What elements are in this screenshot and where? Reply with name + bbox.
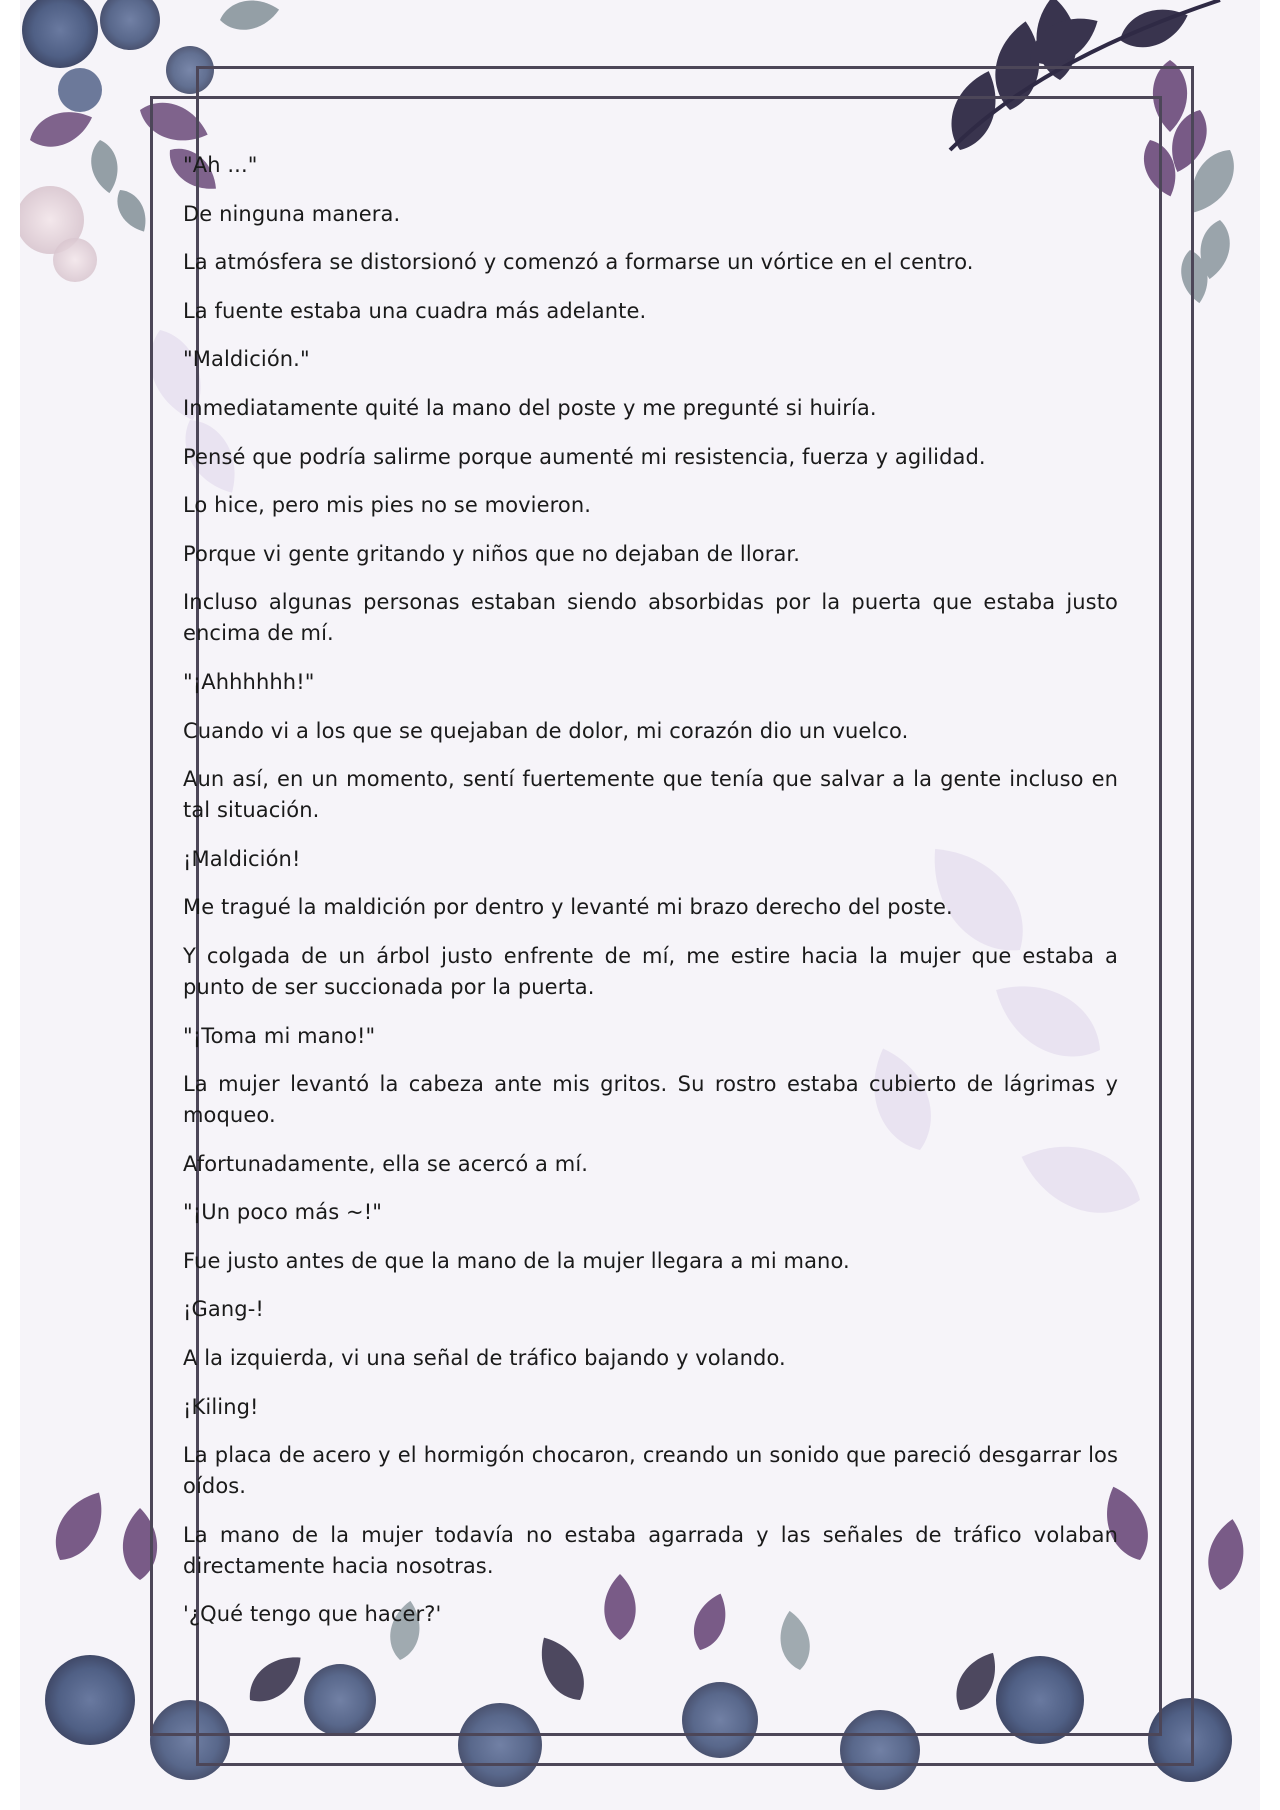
paragraph: Me tragué la maldición por dentro y levanté mi brazo derecho del poste. xyxy=(183,895,953,920)
paragraph: ¡Gang-! xyxy=(183,1297,264,1322)
paragraph: Inmediatamente quité la mano del poste y me pregunté si huiría. xyxy=(183,395,877,420)
paragraph: Y colgada de un árbol justo enfrente de mí, me estire hacia la mujer que estaba a punto de ser succionada por la puerta. xyxy=(183,943,1118,999)
paragraph: La mujer levantó la cabeza ante mis gritos. Su rostro estaba cubierto de lágrimas y moqueo. xyxy=(183,1072,1118,1128)
paragraph: La fuente estaba una cuadra más adelante. xyxy=(183,298,647,323)
paragraph: La placa de acero y el hormigón chocaron, creando un sonido que pareció desgarrar los oídos. xyxy=(183,1443,1118,1499)
paragraph: La mano de la mujer todavía no estaba agarrada y las señales de tráfico volaban directamente hacia nosotras. xyxy=(183,1522,1118,1578)
paragraph: A la izquierda, vi una señal de tráfico bajando y volando. xyxy=(183,1346,786,1371)
paragraph: "Maldición." xyxy=(183,347,310,372)
paragraph: La atmósfera se distorsionó y comenzó a formarse un vórtice en el centro. xyxy=(183,250,974,275)
paragraph: Aun así, en un momento, sentí fuertemente que tenía que salvar a la gente incluso en tal situación. xyxy=(183,767,1118,823)
story-text xyxy=(183,150,1118,1648)
paragraph: Lo hice, pero mis pies no se movieron. xyxy=(183,493,592,518)
page xyxy=(20,0,1260,1810)
paragraph: Afortunadamente, ella se acercó a mí. xyxy=(183,1151,589,1176)
paragraph: De ninguna manera. xyxy=(183,201,401,226)
paragraph: "¡Ahhhhhh!" xyxy=(183,669,315,694)
paragraph: Fue justo antes de que la mano de la mujer llegara a mi mano. xyxy=(183,1248,850,1273)
paragraph: Incluso algunas personas estaban siendo absorbidas por la puerta que estaba justo encima de mí. xyxy=(183,590,1118,646)
paragraph: Cuando vi a los que se quejaban de dolor, mi corazón dio un vuelco. xyxy=(183,718,909,743)
paragraph: "Ah ..." xyxy=(183,153,258,177)
paragraph: ¡Kiling! xyxy=(183,1394,259,1419)
paragraph: ¡Maldición! xyxy=(183,846,301,871)
paragraph: "¡Toma mi mano!" xyxy=(183,1023,376,1048)
paragraph: Porque vi gente gritando y niños que no dejaban de llorar. xyxy=(183,541,801,566)
paragraph: "¡Un poco más ~!" xyxy=(183,1200,382,1225)
paragraph: '¿Qué tengo que hacer?' xyxy=(183,1602,442,1627)
paragraph: Pensé que podría salirme porque aumenté mi resistencia, fuerza y agilidad. xyxy=(183,444,986,469)
